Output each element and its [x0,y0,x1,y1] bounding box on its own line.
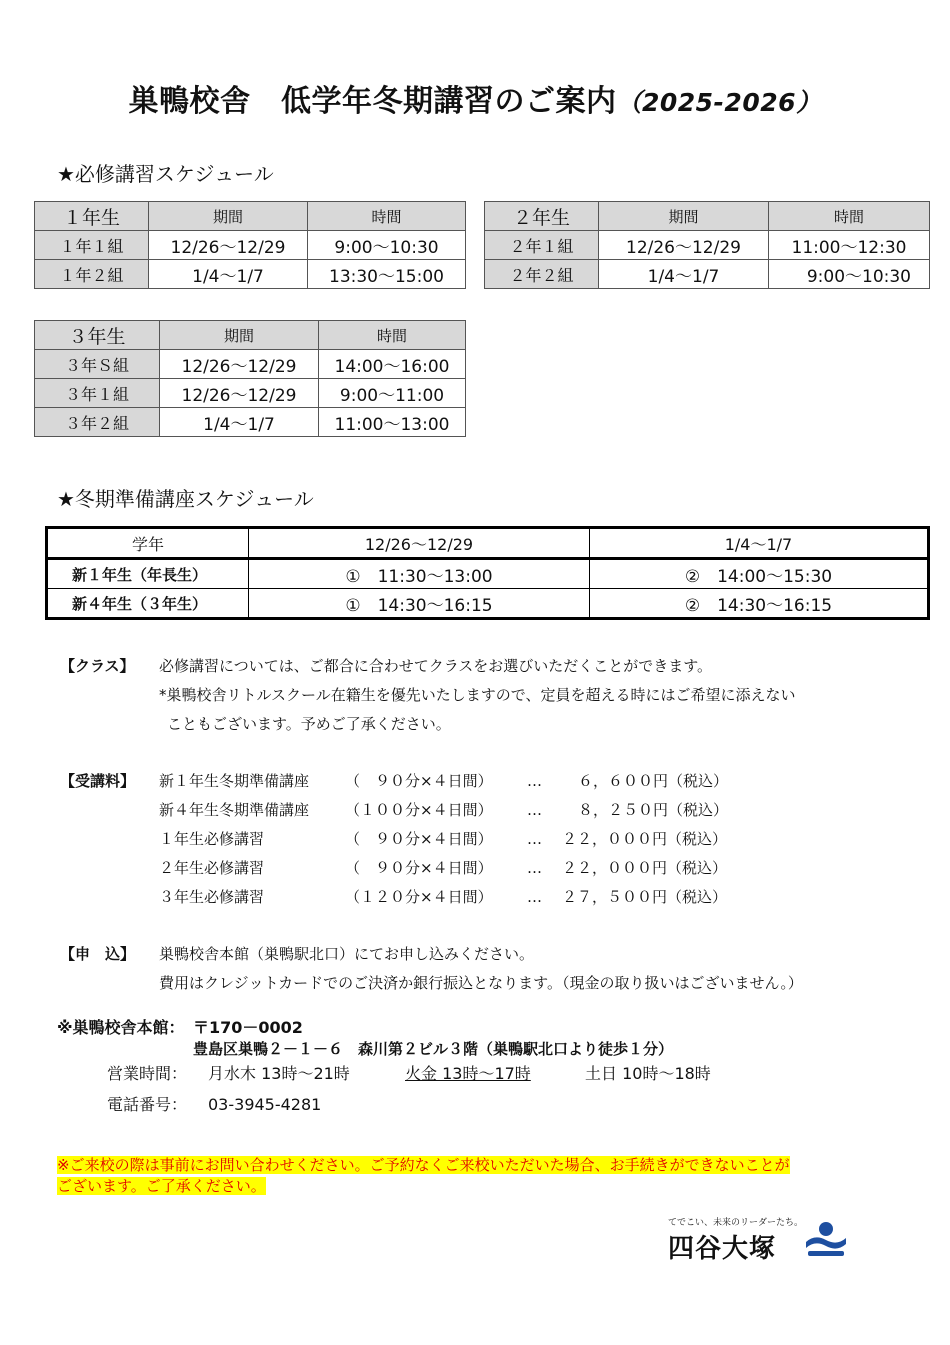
grade2-time-header: 時間 [769,202,930,231]
class-period: 12/26〜12/29 [599,231,769,260]
class-time: 13:30〜15:00 [308,260,466,289]
class-name: ３年Ｓ組 [35,350,160,379]
fee-price: ８，２５０円（税込） [578,801,729,819]
visit-notice [57,1155,790,1197]
grade2-period-header: 期間 [599,202,769,231]
fee-duration: （ ９０分×４日間） [345,772,493,790]
grade3-schedule-table [34,320,466,437]
class-period: 12/26〜12/29 [160,350,319,379]
grade1-period-header: 期間 [149,202,308,231]
fee-duration: （ ９０分×４日間） [345,830,493,848]
grade1-schedule-table [34,201,466,289]
prep-grade: 新４年生（３年生） [47,589,249,619]
tel-label: 電話番号： [107,1095,188,1114]
class-name: １年１組 [35,231,149,260]
class-name: ３年１組 [35,379,160,408]
class-note-label: 【クラス】 [60,657,135,675]
prep-session2: ② 14:00〜15:30 [590,559,929,589]
apply-label: 【申 込】 [60,945,136,963]
title-text: 巣鴨校舎 低学年冬期講習のご案内 [128,84,617,119]
table-row [35,260,466,289]
grade2-header: ２年生 [485,202,599,231]
prep-period1-header: 12/26〜12/29 [249,528,590,559]
prep-session1: ① 11:30〜13:00 [249,559,590,589]
class-name: １年２組 [35,260,149,289]
class-name: ３年２組 [35,408,160,437]
fee-dots: … [527,859,542,877]
fee-row [0,825,950,854]
fee-price: ６，６００円（税込） [578,772,729,790]
table-row [47,559,929,589]
class-period: 1/4〜1/7 [149,260,308,289]
fee-price: ２２，０００円（税込） [562,830,728,848]
fee-name: ３年生必修講習 [159,888,265,906]
grade1-header: １年生 [35,202,149,231]
fee-price: ２７，５００円（税込） [562,888,728,906]
fee-row [0,854,950,883]
visit-notice-line1: ※ご来校の際は事前にお問い合わせください。ご予約なくご来校いただいた場合、お手続きができないことが [57,1156,790,1174]
class-time: 9:00〜10:30 [308,231,466,260]
class-time: 9:00〜10:30 [769,260,930,289]
fee-row [0,883,950,912]
grade3-time-header: 時間 [319,321,466,350]
fee-dots: … [527,772,542,790]
fee-dots: … [527,830,542,848]
class-time: 9:00〜11:00 [319,379,466,408]
tel-number: 03-3945-4281 [208,1095,322,1114]
class-note-line1: 必修講習については、ご都合に合わせてクラスをお選びいただくことができます。 [159,657,713,675]
fee-duration: （１００分×４日間） [345,801,493,819]
class-period: 1/4〜1/7 [160,408,319,437]
class-period: 1/4〜1/7 [599,260,769,289]
grade3-header: ３年生 [35,321,160,350]
grade2-schedule-table [484,201,930,289]
fee-duration: （ ９０分×４日間） [345,859,493,877]
grade3-period-header: 期間 [160,321,319,350]
fee-name: ２年生必修講習 [159,859,265,877]
hours-mon-wed-thu: 月水木 13時〜21時 [208,1064,350,1083]
fee-row [0,767,950,796]
fee-dots: … [527,888,542,906]
class-period: 12/26〜12/29 [160,379,319,408]
title-year: （2025-2026） [616,88,822,117]
fees-label: 【受講料】 [60,772,136,790]
table-row [485,260,930,289]
prep-session2: ② 14:30〜16:15 [590,589,929,619]
prep-schedule-table [45,526,930,620]
class-time: 14:00〜16:00 [319,350,466,379]
prep-section-heading: ★冬期準備講座スケジュール [57,487,314,511]
class-note-line2: *巣鴨校舎リトルスクール在籍生を優先いたしますので、定員を超える時にはご希望に添えない [159,686,796,704]
table-row [35,350,466,379]
fee-duration: （１２０分×４日間） [345,888,493,906]
fee-dots: … [527,801,542,819]
class-period: 12/26〜12/29 [149,231,308,260]
apply-line2: 費用はクレジットカードでのご決済か銀行振込となります。（現金の取り扱いはございません。） [159,974,803,992]
prep-grade-header: 学年 [47,528,249,559]
hours-sat-sun: 土日 10時〜18時 [585,1064,711,1083]
fee-name: 新１年生冬期準備講座 [159,772,310,790]
class-name: ２年２組 [485,260,599,289]
class-note-line3: こともございます。予めご了承ください。 [167,715,451,733]
visit-notice-line2: ございます。ご了承ください。 [57,1177,266,1195]
page-title [0,76,950,120]
table-row [485,231,930,260]
table-row [35,408,466,437]
office-label: ※巣鴨校舎本館： [57,1018,185,1037]
table-row [47,589,929,619]
fee-price: ２２，０００円（税込） [562,859,728,877]
fee-name: 新４年生冬期準備講座 [159,801,310,819]
office-zip: 〒170－0002 [193,1018,303,1037]
logo-tagline: てでこい、未来のリーダーたち。 [668,1218,804,1228]
fee-row [0,796,950,825]
prep-session1: ① 14:30〜16:15 [249,589,590,619]
table-row [35,379,466,408]
hours-tue-fri: 火金 13時〜17時 [405,1064,531,1083]
required-section-heading: ★必修講習スケジュール [57,162,274,186]
logo-name: 四谷大塚 [668,1234,777,1264]
apply-line1: 巣鴨校舎本館（巣鴨駅北口）にてお申し込みください。 [159,945,535,963]
grade1-time-header: 時間 [308,202,466,231]
office-address: 豊島区巣鴨２－１－６ 森川第２ビル３階（巣鴨駅北口より徒歩１分） [193,1040,674,1058]
prep-period2-header: 1/4〜1/7 [590,528,929,559]
class-name: ２年１組 [485,231,599,260]
class-time: 11:00〜13:00 [319,408,466,437]
prep-grade: 新１年生（年長生） [47,559,249,589]
class-time: 11:00〜12:30 [769,231,930,260]
fee-name: １年生必修講習 [159,830,265,848]
table-row [35,231,466,260]
yotsuya-otsuka-logo-icon [803,1220,849,1258]
hours-label: 営業時間： [107,1064,188,1083]
